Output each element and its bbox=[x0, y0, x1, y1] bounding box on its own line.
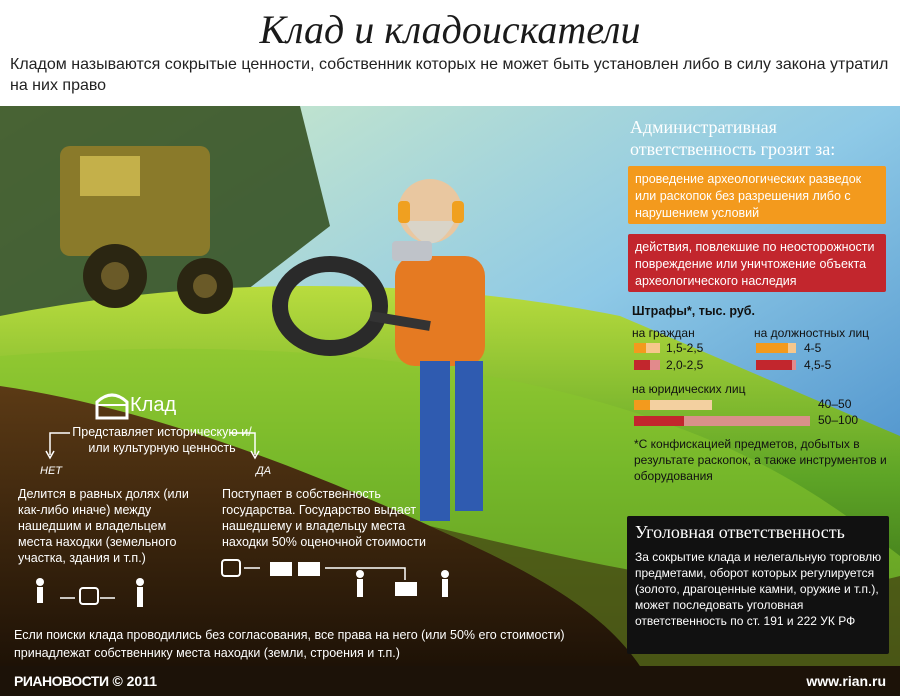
bottom-note: Если поиски клада проводились без согласования, все права на него (или 50% его стоимости) принадлежат собственнику места находки (земли, строения и т.п.) bbox=[14, 628, 565, 660]
branch-no-text: Делится в равных долях (или как-либо иначе) между нашедшим и владельцем места находки (земельного участка, здания и т.п.) bbox=[18, 487, 189, 565]
branch-yes-text: Поступает в собственность государства. Государство выдает нашедшему и владельцу места находки 50% оценочной стоимости bbox=[222, 487, 426, 549]
criminal-text: За сокрытие клада и нелегальную торговлю предметами, оборот которых регулируется (золото, драгоценные камни, оружие и т.п.), может последовать уголовная ответственность по ст. 191 и 222 УК РФ bbox=[635, 550, 882, 628]
citizens-bar-2b bbox=[650, 360, 660, 370]
legal-bar-1b bbox=[650, 400, 712, 410]
officials-bar-1b bbox=[788, 343, 796, 353]
fines-footnote: *С конфискацией предметов, добытых в результате раскопок, а также инструментов и оборудования bbox=[634, 437, 887, 483]
legal-bar-2b bbox=[684, 416, 810, 426]
fines-legal-1: 40–50 bbox=[818, 397, 852, 411]
legal-bar-2a bbox=[634, 416, 684, 426]
fines-officials-label: на должностных лиц bbox=[754, 326, 870, 340]
footer-year: © 2011 bbox=[112, 673, 158, 689]
fines-legal-label: на юридических лиц bbox=[632, 382, 746, 396]
fines-officials-2: 4,5-5 bbox=[804, 358, 832, 372]
footer-brand bbox=[14, 673, 157, 689]
officials-bar-2a bbox=[756, 360, 792, 370]
state-pictogram bbox=[220, 552, 520, 602]
illustration-scene bbox=[0, 106, 900, 666]
admin-heading-line1: Административная bbox=[630, 117, 777, 137]
fines-legal-2: 50–100 bbox=[818, 413, 859, 427]
citizens-bar-1b bbox=[646, 343, 660, 353]
admin-item-excavation: проведение археологических разведок или раскопок без разрешения либо с нарушением условий bbox=[628, 166, 886, 224]
criminal-title: Уголовная ответственность bbox=[635, 522, 845, 542]
admin-item-damage: действия, повлекшие по неосторожности повреждение или уничтожение объекта археологического наследия bbox=[628, 234, 886, 292]
footer-site-link[interactable]: www.rian.ru bbox=[806, 673, 886, 689]
page-title: Клад и кладоискатели bbox=[259, 7, 641, 52]
fines-citizens-1: 1,5-2,5 bbox=[666, 341, 704, 355]
citizens-bar-1a bbox=[634, 343, 646, 353]
legal-bar-1a bbox=[634, 400, 650, 410]
split-pictogram bbox=[30, 576, 160, 616]
klad-heading: Клад bbox=[130, 394, 177, 416]
branch-arrows bbox=[40, 431, 270, 461]
officials-bar-2b bbox=[792, 360, 796, 370]
fines-title: Штрафы*, тыс. руб. bbox=[632, 304, 756, 318]
branch-no-label: НЕТ bbox=[40, 465, 62, 477]
chest-icon bbox=[92, 388, 132, 422]
admin-heading-line2: ответственность грозит за: bbox=[630, 139, 836, 159]
branch-yes-label: ДА bbox=[256, 465, 272, 477]
citizens-bar-2a bbox=[634, 360, 650, 370]
admin-heading bbox=[630, 116, 890, 160]
fines-citizens-label: на граждан bbox=[632, 326, 695, 340]
criminal-panel bbox=[627, 516, 889, 654]
footer-bar bbox=[0, 666, 900, 696]
ria-logo: РИАНОВОСТИ bbox=[14, 673, 109, 689]
page-subtitle: Кладом называются сокрытые ценности, собственник которых не может быть установлен либо в силу закона утратил на них право bbox=[10, 56, 889, 94]
officials-bar-1a bbox=[756, 343, 788, 353]
klad-question: Представляет историческую и/или культурную ценность bbox=[72, 425, 252, 455]
fines-officials-1: 4-5 bbox=[804, 341, 822, 355]
fines-citizens-2: 2,0-2,5 bbox=[666, 358, 704, 372]
